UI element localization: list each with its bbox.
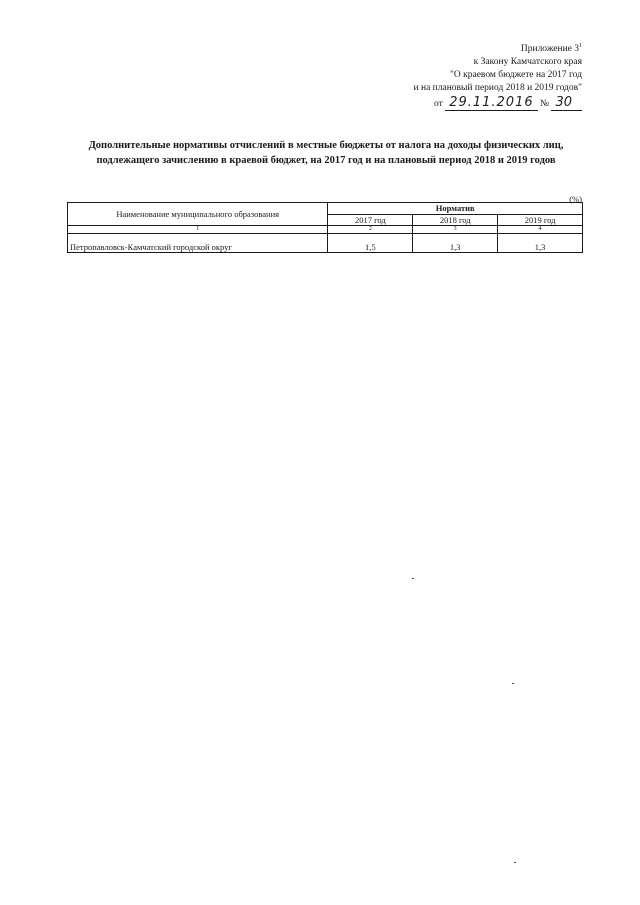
handwritten-number: 30 bbox=[551, 95, 582, 111]
annex-number bbox=[414, 40, 582, 56]
scan-speck bbox=[412, 578, 414, 579]
index-cell-1: 1 bbox=[68, 226, 328, 234]
annex-law-period: и на плановый период 2018 и 2019 годов" bbox=[413, 83, 582, 94]
annex-header bbox=[414, 40, 582, 111]
value-2017: 1,5 bbox=[328, 234, 413, 253]
index-cell-3: 3 bbox=[413, 226, 498, 234]
header-municipality: Наименование муниципального образования bbox=[68, 203, 328, 226]
annex-number-text: Приложение 3 bbox=[520, 44, 579, 55]
header-year-2017: 2017 год bbox=[328, 214, 413, 226]
header-norm: Норматив bbox=[328, 203, 583, 215]
municipality-name: Петропавловск-Камчатский городской округ bbox=[68, 234, 328, 253]
value-2019: 1,3 bbox=[498, 234, 583, 253]
annex-date-number bbox=[434, 96, 582, 111]
norms-table bbox=[67, 202, 583, 253]
header-year-2018: 2018 год bbox=[413, 214, 498, 226]
index-cell-4: 4 bbox=[498, 226, 583, 234]
annex-law-ref: к Закону Камчатского края bbox=[473, 57, 582, 68]
document-title: Дополнительные нормативы отчислений в местные бюджеты от налога на доходы физических лиц, подлежащего зачислению в краевой бюджет, на 2017 год и на плановый период 2018 и 2019 годов bbox=[88, 140, 564, 166]
table-row bbox=[68, 234, 583, 253]
value-2018: 1,3 bbox=[413, 234, 498, 253]
index-cell-2: 2 bbox=[328, 226, 413, 234]
annex-law-title: "О краевом бюджете на 2017 год bbox=[450, 70, 582, 81]
scan-speck bbox=[514, 862, 516, 863]
table-index-row bbox=[68, 226, 583, 234]
handwritten-date: 29.11.2016 bbox=[445, 95, 537, 111]
scan-speck bbox=[512, 683, 514, 684]
annex-from-label: от bbox=[434, 99, 443, 110]
annex-number-label: № bbox=[540, 99, 550, 110]
annex-number-superscript: 1 bbox=[579, 43, 582, 49]
header-year-2019: 2019 год bbox=[498, 214, 583, 226]
table-header-row bbox=[68, 203, 583, 215]
unit-label: (%) bbox=[569, 194, 582, 204]
